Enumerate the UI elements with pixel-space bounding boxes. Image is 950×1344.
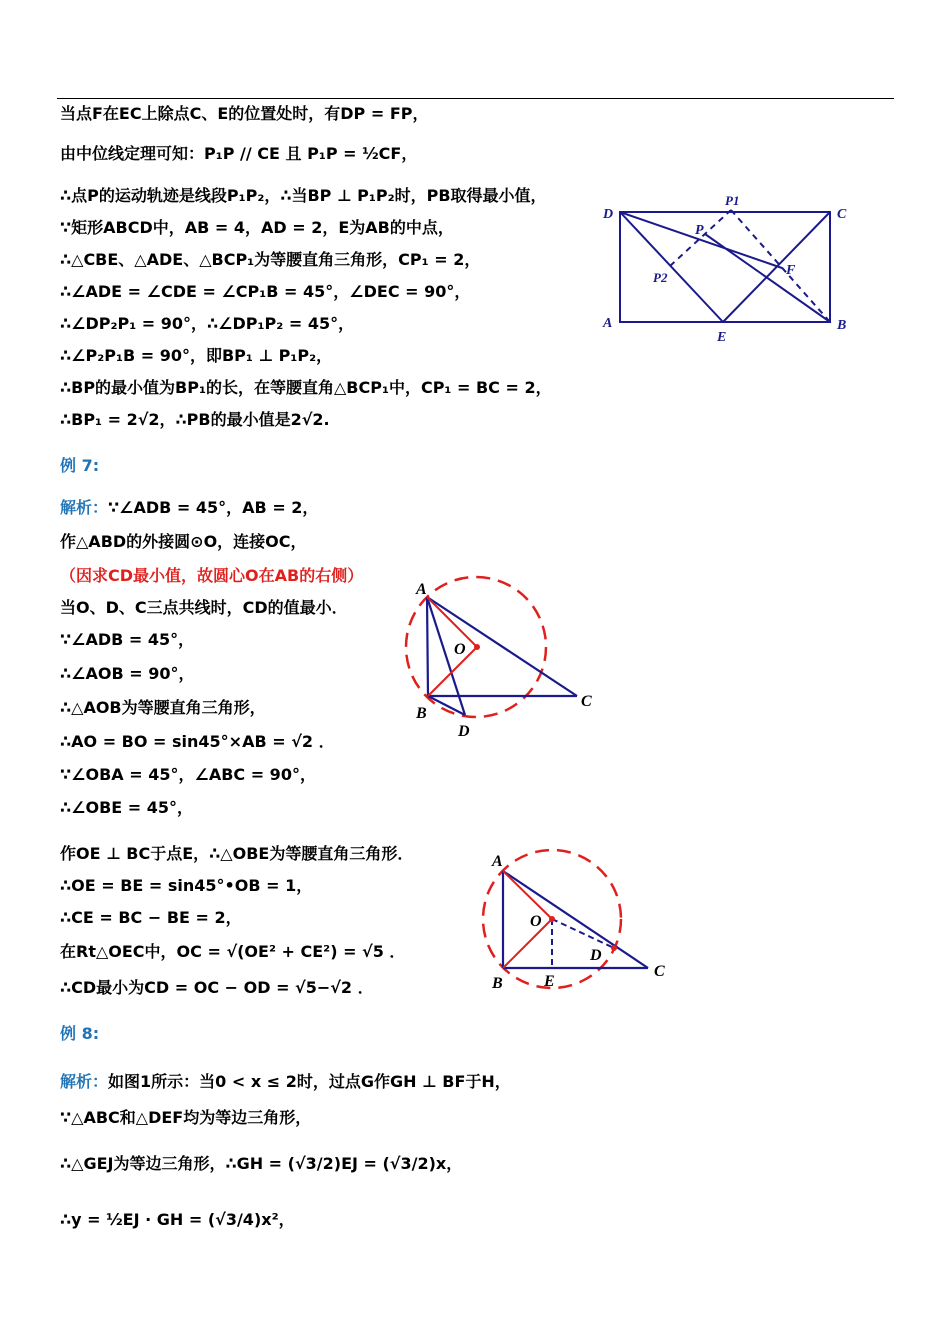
text-line: ∴∠DP₂P₁ = 90°，∴∠DP₁P₂ = 45°， — [60, 314, 355, 333]
text-line: ∴∠OBE = 45°， — [60, 798, 194, 817]
dashed-p1p2 — [670, 210, 731, 266]
text-line: 作△ABD的外接圆⊙O，连接OC， — [60, 532, 307, 551]
label-c: C — [837, 207, 847, 222]
text-line: 在Rt△OEC中，OC = √(OE² + CE²) = √5 ． — [60, 942, 406, 961]
label-d: D — [603, 207, 614, 222]
label-b: B — [837, 318, 847, 333]
top-rule — [57, 98, 894, 99]
label-c: C — [654, 963, 665, 980]
text-line: ∴∠P₂P₁B = 90°，即BP₁ ⊥ P₁P₂， — [60, 346, 333, 365]
text-line: ∴BP₁ = 2√2，∴PB的最小值是2√2. — [60, 410, 330, 429]
text-line: ∴△GEJ为等边三角形，∴GH = (√3/2)EJ = (√3/2)x， — [60, 1154, 463, 1173]
text-line: ∵∠OBA = 45°，∠ABC = 90°， — [60, 765, 316, 784]
center-point — [549, 916, 555, 922]
text-line: 由中位线定理可知：P₁P // CE 且 P₁P = ½CF， — [60, 144, 418, 163]
text-line — [60, 498, 318, 518]
circle-figure-2 — [478, 848, 678, 996]
text-line: ∴CE = BC − BE = 2， — [60, 908, 242, 927]
center-point — [474, 644, 480, 650]
segment-df — [620, 212, 782, 268]
text-line: ∴CD最小为CD = OC − OD = √5−√2 ． — [60, 978, 374, 997]
label-d: D — [590, 947, 602, 964]
text-line: ∴△CBE、△ADE、△BCP₁为等腰直角三角形，CP₁ = 2， — [60, 250, 481, 269]
text-content: 如图1所示：当0 < x ≤ 2时，过点G作GH ⊥ BF于H， — [108, 1072, 511, 1091]
text-line: 作OE ⊥ BC于点E，∴△OBE为等腰直角三角形． — [60, 844, 414, 863]
text-line: 当O、D、C三点共线时，CD的值最小． — [60, 598, 348, 617]
text-line: ∴AO = BO = sin45°×AB = √2 ． — [60, 732, 335, 751]
label-p1: P1 — [725, 193, 740, 208]
text-line: 当点F在EC上除点C、E的位置处时，有DP = FP， — [60, 104, 429, 123]
text-line: ∵∠ADB = 45°， — [60, 630, 195, 649]
text-line: ∴∠AOB = 90°， — [60, 664, 195, 683]
example-8-heading: 例 8: — [60, 1024, 100, 1043]
text-line: ∵矩形ABCD中，AB = 4，AD = 2，E为AB的中点， — [60, 218, 454, 237]
text-line: ∵△ABC和△DEF均为等边三角形， — [60, 1108, 312, 1127]
label-a: A — [416, 581, 427, 598]
radius-ob — [503, 919, 552, 968]
label-o: O — [530, 913, 542, 930]
label-b: B — [416, 705, 427, 722]
text-content: ∵∠ADB = 45°，AB = 2， — [108, 498, 319, 517]
label-e: E — [717, 330, 727, 345]
segment-ac — [427, 597, 577, 696]
label-a: A — [603, 316, 613, 331]
text-line — [60, 1072, 511, 1092]
text-line: ∴点P的运动轨迹是线段P₁P₂，∴当BP ⊥ P₁P₂时，PB取得最小值， — [60, 186, 547, 205]
text-line: ∴OE = BE = sin45°•OB = 1， — [60, 876, 313, 895]
label-c: C — [581, 693, 592, 710]
text-line: ∴△AOB为等腰直角三角形， — [60, 698, 266, 717]
circle-figure-1 — [400, 572, 605, 742]
text-line: ∴∠ADE = ∠CDE = ∠CP₁B = 45°，∠DEC = 90°， — [60, 282, 471, 301]
label-p2: P2 — [653, 270, 668, 285]
radius-ob — [428, 647, 477, 696]
text-line: ∴y = ½EJ · GH = (√3/4)x²， — [60, 1210, 295, 1229]
point-d — [611, 945, 617, 951]
radius-oa — [503, 871, 552, 919]
label-a: A — [492, 853, 503, 870]
segment-ac — [503, 871, 648, 968]
segment-pb — [705, 234, 830, 322]
note-line: （因求CD最小值，故圆心O在AB的右侧） — [60, 566, 364, 585]
rectangle-figure — [595, 188, 865, 348]
analysis-label: 解析： — [60, 498, 109, 517]
label-p: P — [695, 223, 704, 238]
label-d: D — [458, 723, 470, 740]
label-b: B — [492, 975, 503, 992]
text-line: ∴BP的最小值为BP₁的长，在等腰直角△BCP₁中，CP₁ = BC = 2， — [60, 378, 552, 397]
rectangle-abcd — [620, 212, 830, 322]
label-f: F — [786, 263, 796, 278]
segment-de — [620, 212, 723, 322]
example-7-heading: 例 7: — [60, 456, 100, 475]
analysis-label: 解析： — [60, 1072, 109, 1091]
label-o: O — [454, 641, 466, 658]
label-e: E — [544, 973, 555, 990]
segment-ab — [427, 597, 428, 696]
